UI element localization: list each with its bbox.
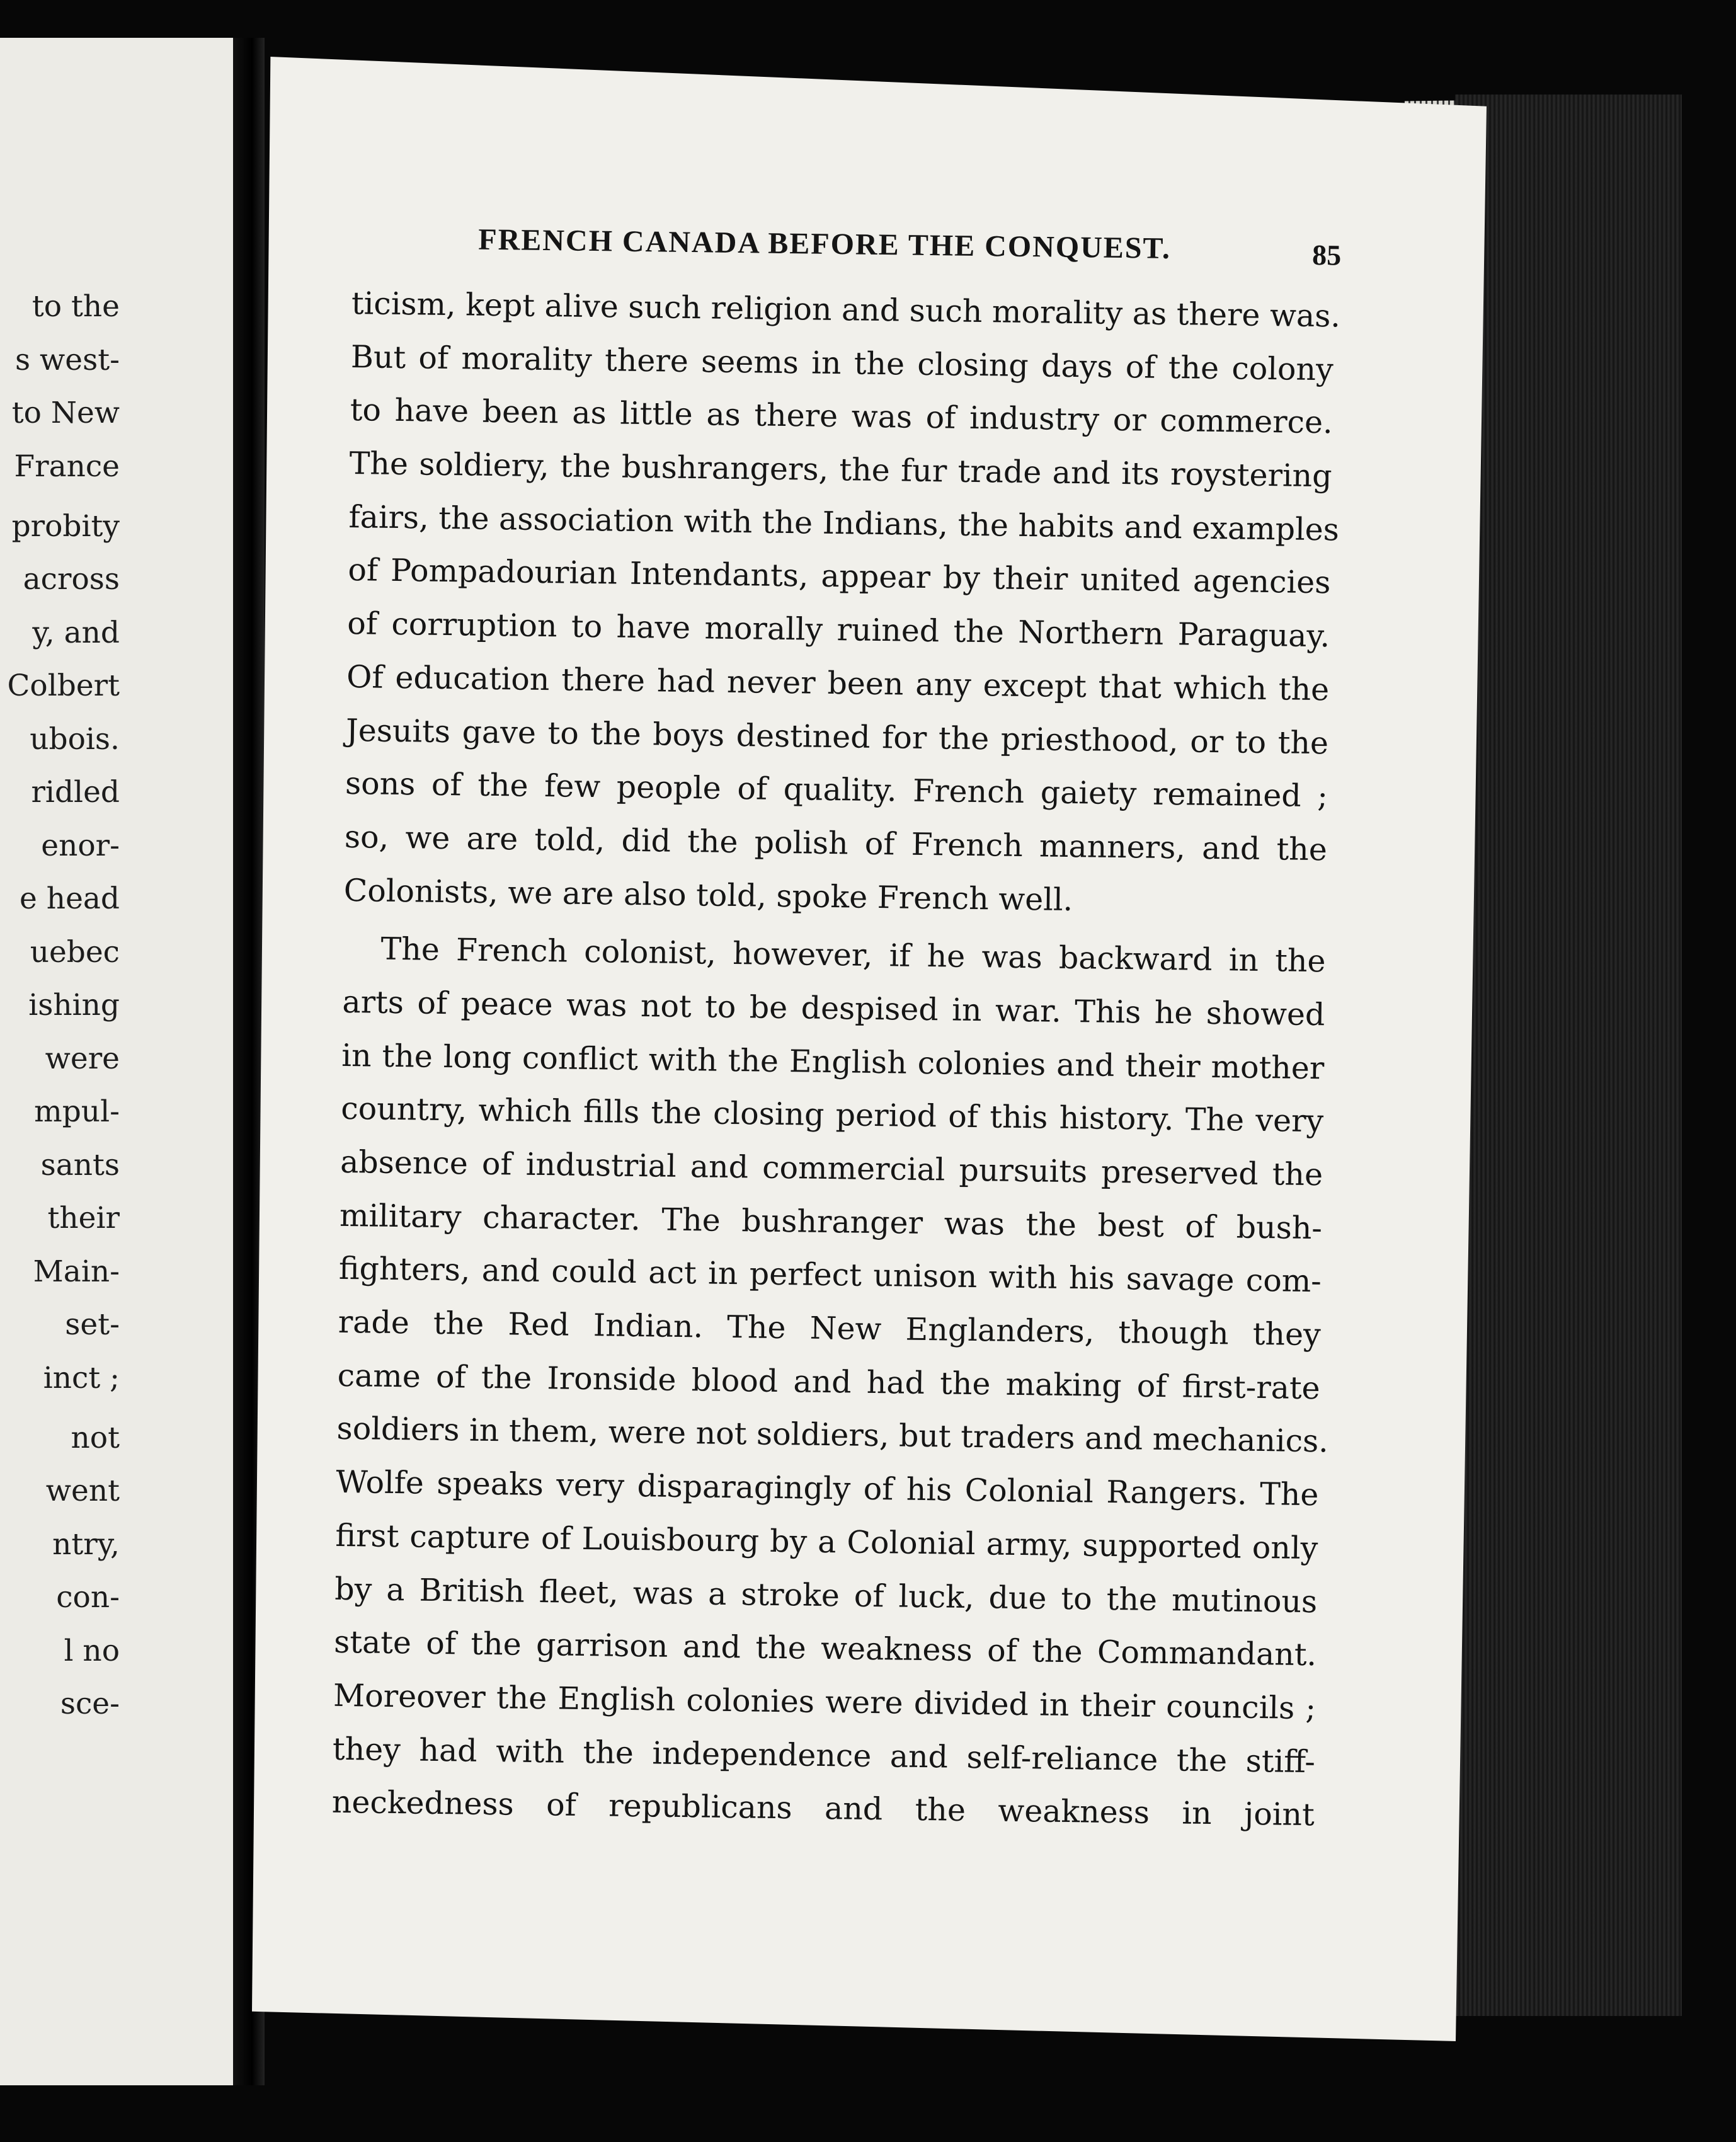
- text-line: arts of peace was not to be despised in war. This he showed: [342, 983, 1325, 1033]
- text-line: Wolfe speaks very disparagingly of his Colonial Rangers. The: [336, 1463, 1319, 1513]
- text-line: in the long conflict with the English colonies and their mother: [341, 1037, 1325, 1086]
- left-page-line: Main-: [33, 1254, 120, 1289]
- text-line: Of education there had never been any except that which the: [346, 658, 1330, 708]
- left-page-line: were: [45, 1041, 120, 1076]
- running-title: FRENCH CANADA BEFORE THE CONQUEST.: [478, 222, 1172, 266]
- text-line: first capture of Louisbourg by a Colonial army, supported only: [335, 1517, 1318, 1567]
- text-line: military character. The bushranger was the best of bush-: [339, 1197, 1323, 1246]
- left-page-line: France: [14, 449, 120, 484]
- left-page-line: ubois.: [30, 721, 120, 757]
- text-line: Jesuits gave to the boys destined for the priesthood, or to the: [345, 712, 1329, 761]
- paragraph: [331, 922, 1329, 1842]
- text-line: But of morality there seems in the closing days of the colony: [350, 338, 1334, 388]
- left-facing-page: [0, 38, 237, 2085]
- left-page-line: their: [47, 1201, 120, 1235]
- text-line: sons of the few people of quality. French gaiety remained ;: [345, 765, 1328, 815]
- main-page-text: [331, 208, 1342, 1842]
- text-line: fairs, the association with the Indians, the habits and examples: [348, 498, 1340, 548]
- left-page-line: ntry,: [52, 1526, 120, 1562]
- text-line: soldiers in them, were not soldiers, but traders and mechanics.: [336, 1411, 1329, 1460]
- left-page-line: to the: [31, 289, 120, 324]
- left-page-line: ridled: [31, 775, 120, 810]
- left-page-line: went: [45, 1474, 120, 1508]
- left-page-line: uebec: [30, 934, 120, 970]
- left-page-line: Colbert: [7, 668, 120, 703]
- text-line: came of the Ironside blood and had the making of first-rate: [337, 1357, 1320, 1407]
- text-line: Moreover the English colonies were divided in their councils ;: [333, 1677, 1316, 1727]
- left-page-line: to New: [11, 396, 120, 430]
- left-page-line: probity: [11, 508, 120, 544]
- text-line: ticism, kept alive such religion and such morality as there was.: [351, 285, 1341, 335]
- text-line: country, which fills the closing period of this history. The very: [340, 1091, 1324, 1140]
- left-page-line: l no: [64, 1633, 120, 1668]
- text-line: rade the Red Indian. The New Englanders, though they: [338, 1303, 1322, 1353]
- left-page-line: not: [71, 1420, 120, 1455]
- text-line: The French colonist, however, if he was backward in the: [380, 931, 1326, 980]
- text-line: The soldiery, the bushrangers, the fur trade and its roystering: [349, 445, 1332, 495]
- text-line: of corruption to have morally ruined the Northern Paraguay.: [346, 605, 1330, 655]
- page-number: 85: [1311, 238, 1342, 272]
- text-line: of Pompadourian Intendants, appear by their united agencies: [348, 552, 1331, 601]
- text-line: so, we are told, did the polish of French manners, and the: [344, 818, 1328, 868]
- left-page-line: enor-: [41, 828, 120, 863]
- left-page-line: mpul-: [34, 1094, 120, 1129]
- left-page-line: across: [23, 562, 120, 597]
- text-line: they had with the independence and self-reliance the stiff-: [332, 1731, 1316, 1780]
- text-line: neckedness of republicans and the weakness in joint: [331, 1784, 1315, 1833]
- left-page-line: con-: [56, 1580, 120, 1615]
- text-line: state of the garrison and the weakness of the Commandant.: [333, 1624, 1317, 1673]
- text-line: absence of industrial and commercial pursuits preserved the: [340, 1143, 1323, 1193]
- left-page-line: sants: [40, 1147, 120, 1183]
- running-head: [352, 208, 1342, 290]
- left-page-line: ishing: [28, 988, 120, 1022]
- left-page-line: y, and: [32, 615, 120, 650]
- paragraph: [343, 277, 1341, 931]
- left-page-line: inct ;: [43, 1360, 120, 1395]
- text-line: Colonists, we are also told, spoke French well.: [343, 872, 1073, 918]
- left-page-line: s west-: [15, 342, 120, 377]
- left-page-line: set-: [65, 1307, 120, 1342]
- text-line: fighters, and could act in perfect unison with his savage com-: [338, 1251, 1322, 1300]
- scanner-background: [1455, 94, 1682, 2016]
- left-page-line: e head: [20, 881, 120, 916]
- text-line: to have been as little as there was of industry or commerce.: [350, 392, 1333, 441]
- text-line: by a British fleet, was a stroke of luck, due to the mutinous: [334, 1571, 1318, 1620]
- left-page-line: sce-: [60, 1687, 120, 1721]
- left-page-text: [0, 280, 120, 1731]
